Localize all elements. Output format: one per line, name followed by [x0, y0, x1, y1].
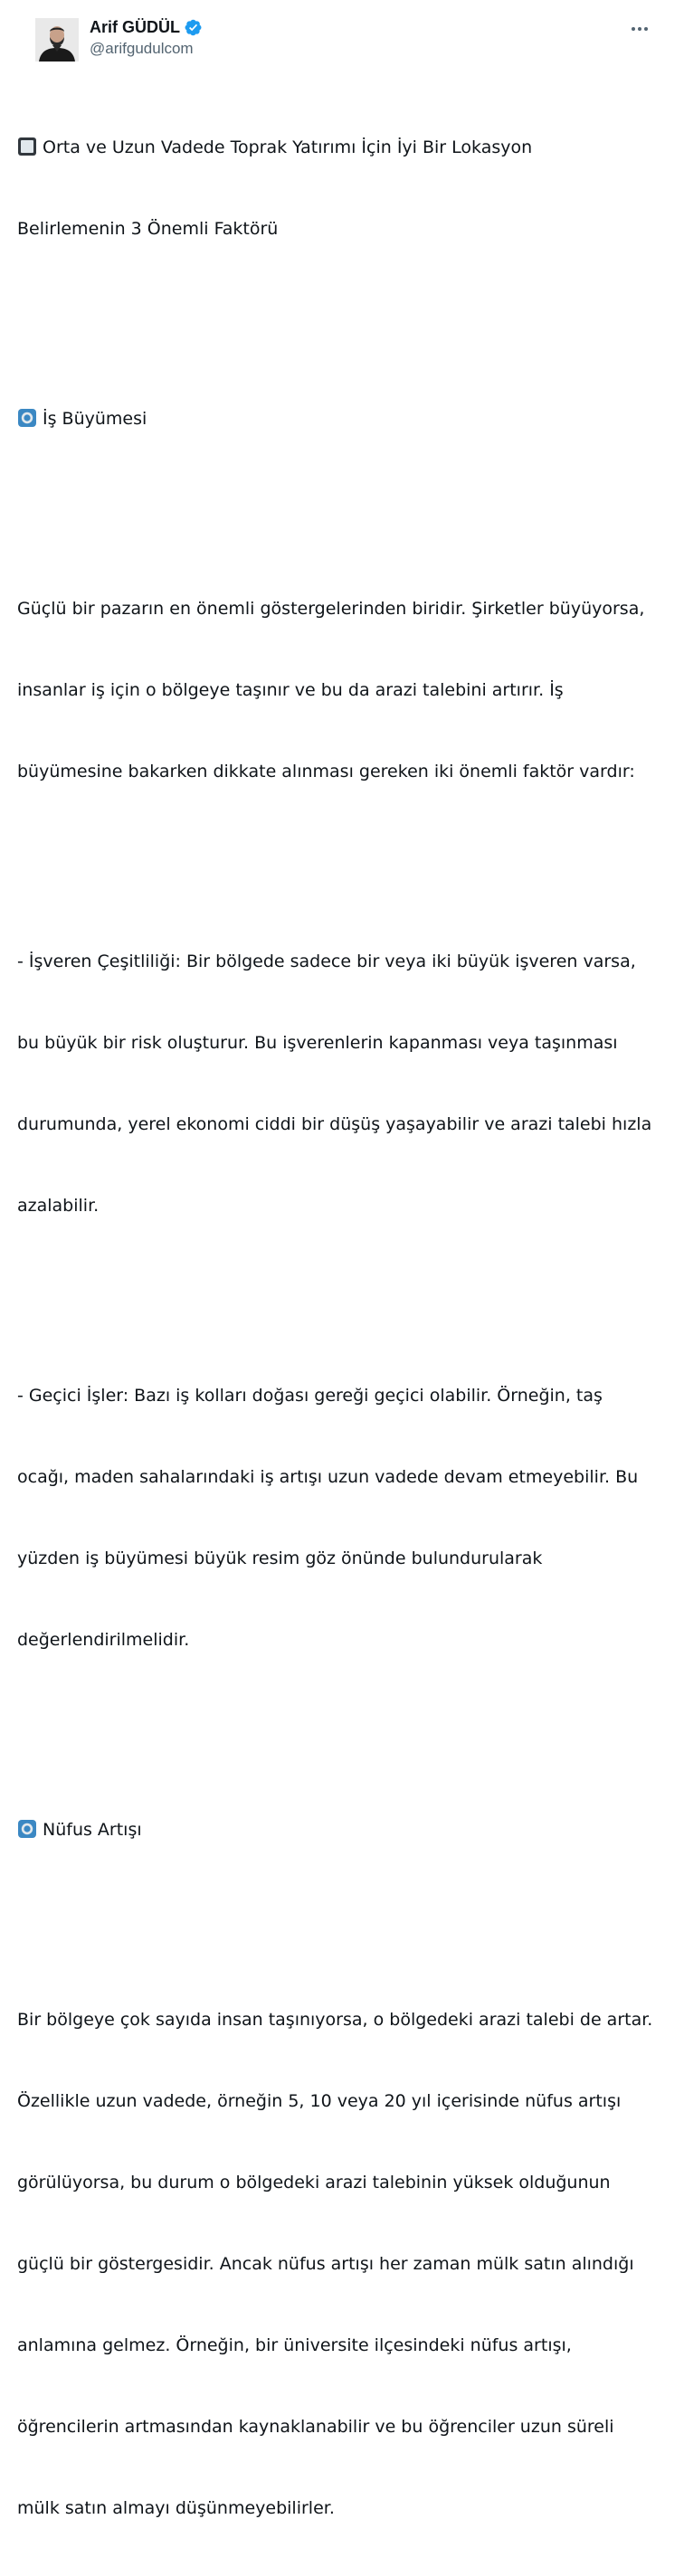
paragraph-line: görülüyorsa, bu durum o bölgedeki arazi talebinin yüksek olduğunun [17, 2173, 611, 2192]
paragraph-line: büyümesine bakarken dikkate alınması gereken iki önemli faktör vardır: [17, 762, 635, 781]
title-text-1: Orta ve Uzun Vadede Toprak Yatırımı İçin İyi Bir Lokasyon [43, 137, 533, 157]
more-options-icon[interactable] [627, 20, 652, 38]
author-display-name[interactable]: Arif GÜDÜL [90, 18, 180, 36]
paragraph-line: Bir bölgeye çok sayıda insan taşınıyorsa, o bölgedeki arazi talebi de artar. [17, 2010, 653, 2030]
blank-line [17, 1898, 667, 1925]
paragraph-line: güçlü bir göstergesidir. Ancak nüfus artışı her zaman mülk satın alındığı [17, 2254, 634, 2274]
paragraph-line: öğrencilerin artmasından kaynaklanabilir ve bu öğrenciler uzun süreli [17, 2417, 614, 2437]
avatar[interactable] [35, 18, 79, 62]
paragraph-line: azalabilir. [17, 1196, 100, 1216]
paragraph-line: ocağı, maden sahalarındaki iş artışı uzun vadede devam etmeyebilir. Bu [17, 1467, 639, 1487]
paragraph-line: anlamına gelmez. Örneğin, bir üniversite ilçesindeki nüfus artışı, [17, 2335, 572, 2355]
section-heading-nufus-artisi [17, 1816, 667, 1843]
paragraph-line: durumunda, yerel ekonomi ciddi bir düşüş yaşayabilir ve arazi talebi hızla [17, 1114, 652, 1134]
section-1-title: İş Büyümesi [43, 409, 147, 429]
blank-line [17, 1274, 667, 1301]
blank-line [17, 297, 667, 324]
paragraph-line: - İşveren Çeşitliliği: Bir bölgede sadece bir veya iki büyük işveren varsa, [17, 952, 636, 971]
paragraph-line: mülk satın almayı düşünmeyebilirler. [17, 2498, 335, 2518]
author-info [90, 17, 203, 59]
white-square-button-icon [17, 137, 37, 156]
paragraph-line: - Geçici İşler: Bazı iş kolları doğası gereği geçici olabilir. Örneğin, taş [17, 1386, 603, 1406]
author-handle[interactable]: @arifgudulcom [90, 40, 194, 57]
blue-circle-button-icon [17, 1819, 37, 1839]
blank-line [17, 839, 667, 867]
paragraph-line: Özellikle uzun vadede, örneğin 5, 10 veya 20 yıl içerisinde nüfus artışı [17, 2091, 622, 2111]
paragraph-line: bu büyük bir risk oluşturur. Bu işverenlerin kapanması veya taşınması [17, 1033, 618, 1053]
section-2-title: Nüfus Artışı [43, 1820, 142, 1840]
section-heading-is-buyumesi [17, 405, 667, 432]
title-line-2: Belirlemenin 3 Önemli Faktörü [17, 219, 279, 239]
tweet-header [17, 0, 667, 80]
blue-circle-button-icon [17, 408, 37, 428]
verified-badge-icon[interactable] [184, 18, 203, 37]
avatar-image [35, 18, 79, 62]
paragraph-line: Güçlü bir pazarın en önemli göstergelerinden biridir. Şirketler büyüyorsa, [17, 599, 645, 619]
paragraph-line: değerlendirilmelidir. [17, 1630, 190, 1650]
title-line-1 [17, 134, 667, 161]
name-row [90, 17, 203, 37]
paragraph-line: yüzden iş büyümesi büyük resim göz önünde bulundurularak [17, 1548, 543, 1568]
tweet-text [17, 80, 667, 2576]
blank-line [17, 1708, 667, 1735]
paragraph-line: insanlar iş için o bölgeye taşınır ve bu da arazi talebini artırır. İş [17, 680, 564, 700]
blank-line [17, 487, 667, 514]
